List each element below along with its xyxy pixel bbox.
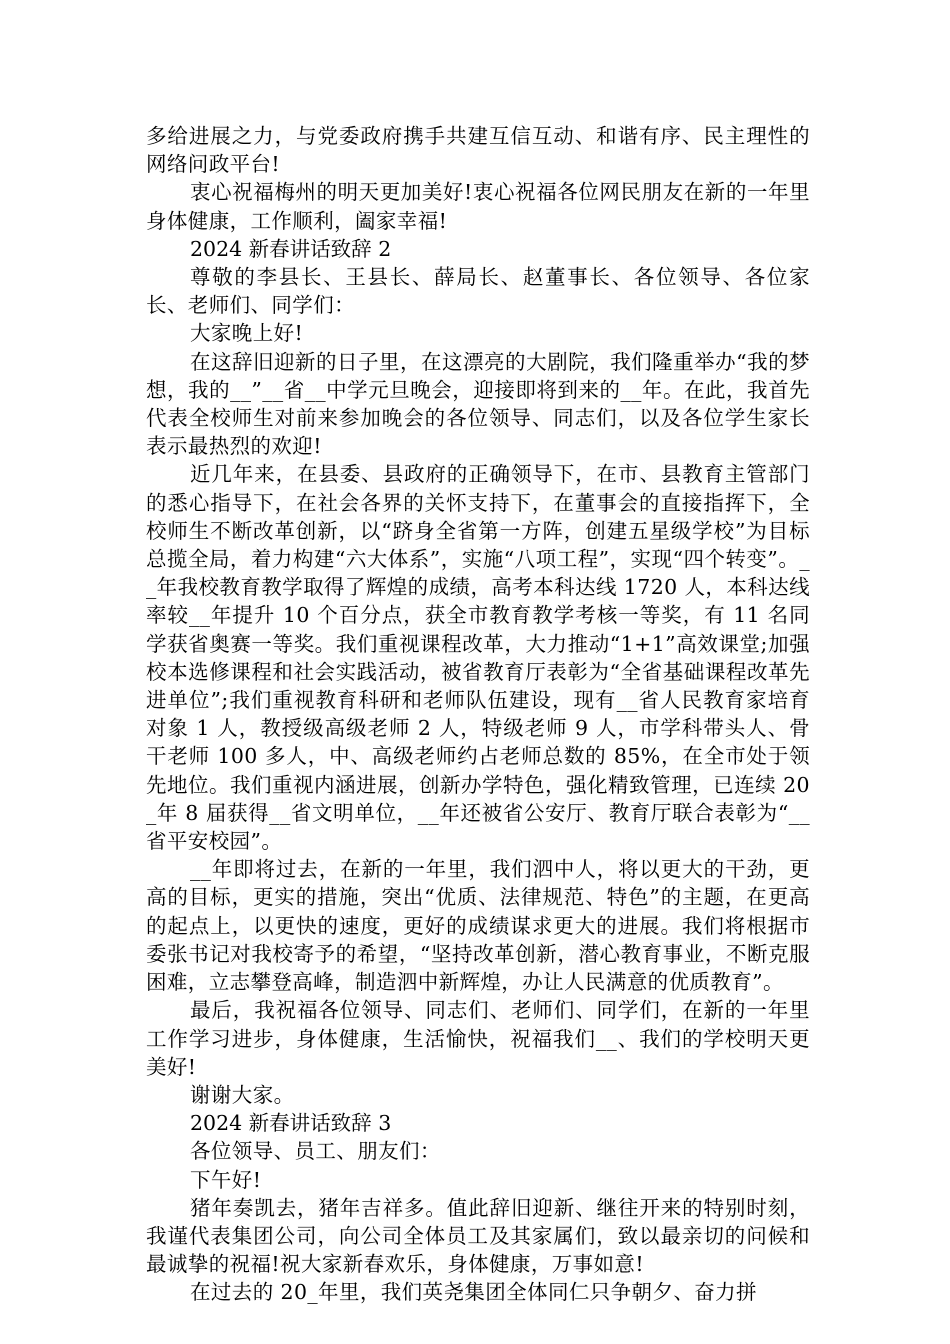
greeting: 大家晚上好! xyxy=(190,321,304,346)
salutation: 各位领导、员工、朋友们： xyxy=(190,1139,441,1164)
salutation: 尊敬的李县长、王县长、薛局长、赵董事长、各位领导、各位家长、老师们、同学们： xyxy=(146,265,810,318)
paragraph: 近几年来，在县委、县政府的正确领导下，在市、县教育主管部门的悉心指导下，在社会各界的关怀支持下，在董事会的直接指挥下，全校师生不断改革创新，以“跻身全省第一方阵，创建五星级学校”为目标总揽全局，着力构建“六大体系”，实施“八项工程”，实现“四个转变”。__年我校教育教学取得了辉煌的成绩，高考本科达线 1720 人，本科达线率较__年提升 10 个百分点，获全市教育教学考核一等奖，有 11 名同学获省奥赛一等奖。我们重视课程改革，大力推动“1+1”高效课堂;加强校本选修课程和社会实践活动，被省教育厅表彰为“全省基础课程改革先进单位”;我们重视教育科研和老师队伍建设，现有__省人民教育家培育对象 1 人，教授级高级老师 2 人，特级老师 9 人，市学科带头人、骨干老师 100 多人，中、高级老师约占老师总数的 85%，在全市处于领先地位。我们重视内涵进展，创新办学特色，强化精致管理，已连续 20_年 8 届获得__省文明单位，__年还被省公安厅、教育厅联合表彰为“__省平安校园”。 xyxy=(146,462,810,854)
paragraph: 多给进展之力，与党委政府携手共建互信互动、和谐有序、民主理性的网络问政平台! xyxy=(146,124,810,177)
paragraph: 猪年奏凯去，猪年吉祥多。值此辞旧迎新、继往开来的特别时刻，我谨代表集团公司，向公司全体员工及其家属们，致以最亲切的问候和最诚挚的祝福!祝大家新春欢乐，身体健康，万事如意! xyxy=(146,1195,810,1277)
paragraph: __年即将过去，在新的一年里，我们泗中人，将以更大的干劲，更高的目标，更实的措施，突出“优质、法律规范、特色”的主题，在更高的起点上，以更快的速度，更好的成绩谋求更大的进展。我们将根据市委张书记对我校寄予的希望，“坚持改革创新，潜心教育事业，不断克服困难，立志攀登高峰，制造泗中新辉煌，办让人民满意的优质教育”。 xyxy=(146,857,810,995)
section-heading: 2024 新春讲话致辞 3 xyxy=(190,1111,392,1136)
paragraph: 在这辞旧迎新的日子里，在这漂亮的大剧院，我们隆重举办“我的梦想，我的__”__省__中学元旦晚会，迎接即将到来的__年。在此，我首先代表全校师生对前来参加晚会的各位领导、同志们，以及各位学生家长表示最热烈的欢迎! xyxy=(146,349,810,459)
paragraph: 在过去的 20_年里，我们英尧集团全体同仁只争朝夕、奋力拼 xyxy=(190,1280,757,1305)
paragraph: 衷心祝福梅州的明天更加美好!衷心祝福各位网民朋友在新的一年里身体健康，工作顺利，阖家幸福! xyxy=(146,180,810,233)
section-heading: 2024 新春讲话致辞 2 xyxy=(190,236,392,261)
document-page xyxy=(146,122,810,1307)
paragraph: 最后，我祝福各位领导、同志们、老师们、同学们，在新的一年里工作学习进步，身体健康，生活愉快，祝福我们__、我们的学校明天更美好! xyxy=(146,998,810,1079)
greeting: 下午好! xyxy=(190,1167,262,1192)
closing: 谢谢大家。 xyxy=(190,1082,295,1107)
